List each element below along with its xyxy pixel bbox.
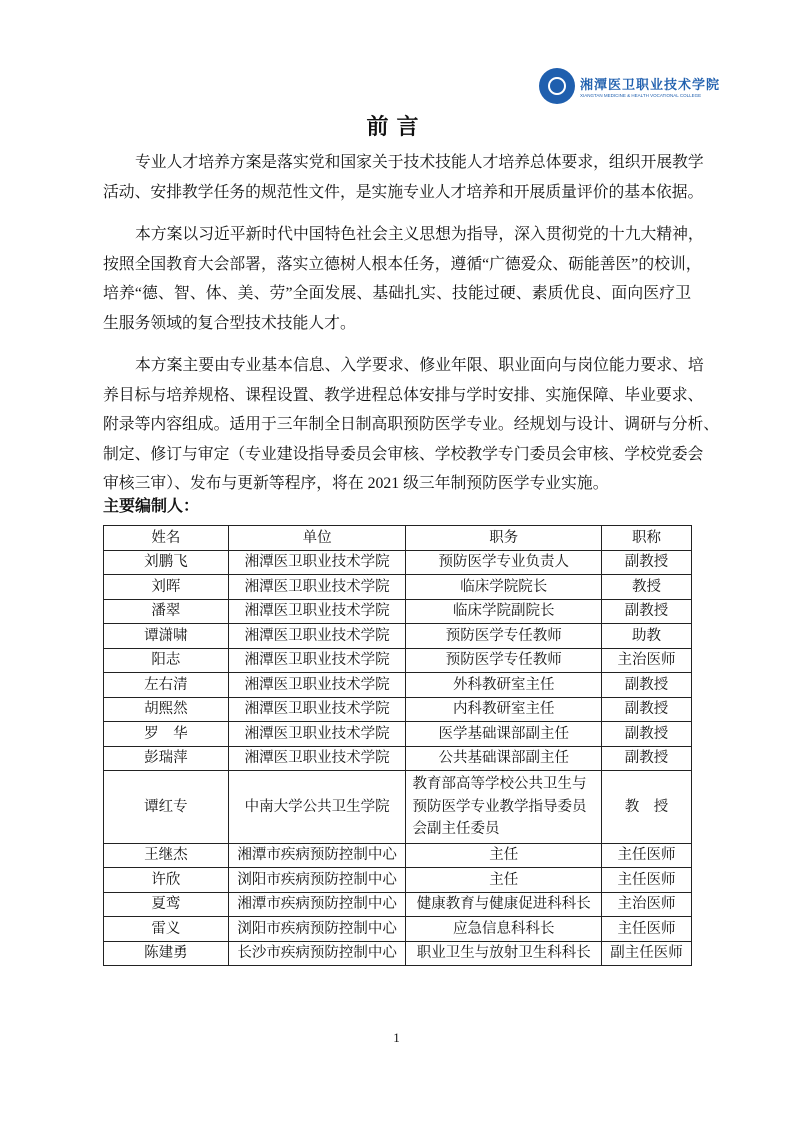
cell-title: 副教授 [602,722,692,747]
header-unit: 单位 [228,526,406,551]
cell-title: 教授 [602,575,692,600]
cell-unit: 湘潭医卫职业技术学院 [228,746,406,771]
cell-title: 助教 [602,624,692,649]
paragraph-line: 本方案主要由专业基本信息、入学要求、修业年限、职业面向与岗位能力要求、培 [135,357,704,374]
cell-name: 潘翠 [104,599,229,624]
paragraph-line: 专业人才培养方案是落实党和国家关于技术技能人才培养总体要求，组织开展教学 [135,154,704,171]
cell-title: 副教授 [602,550,692,575]
cell-name: 胡熙然 [104,697,229,722]
paragraph-line: 审核三审）、发布与更新等程序，将在 2021 级三年制预防医学专业实施。 [103,475,609,492]
paragraph [103,220,704,338]
table-row [104,892,692,917]
table-row [104,843,692,868]
cell-unit: 湘潭医卫职业技术学院 [228,550,406,575]
cell-unit: 浏阳市疾病预防控制中心 [228,917,406,942]
paragraph-line: 本方案以习近平新时代中国特色社会主义思想为指导，深入贯彻党的十九大精神， [135,226,704,243]
cell-unit: 湘潭医卫职业技术学院 [228,697,406,722]
cell-position: 内科教研室主任 [406,697,602,722]
cell-unit: 湘潭医卫职业技术学院 [228,624,406,649]
cell-position: 应急信息科科长 [406,917,602,942]
cell-name: 阳志 [104,648,229,673]
header-name: 姓名 [104,526,229,551]
cell-title: 主治医师 [602,892,692,917]
cell-title: 副主任医师 [602,941,692,966]
table-row [104,941,692,966]
table-row [104,648,692,673]
paragraph [103,148,704,207]
cell-title: 主任医师 [602,868,692,893]
cell-unit: 中南大学公共卫生学院 [228,771,406,844]
cell-title: 副教授 [602,697,692,722]
cell-unit: 湘潭医卫职业技术学院 [228,599,406,624]
page-number: 1 [393,1030,400,1045]
cell-position: 预防医学专业负责人 [406,550,602,575]
cell-name: 王继杰 [104,843,229,868]
cell-position: 临床学院院长 [406,575,602,600]
table-row [104,550,692,575]
cell-position: 临床学院副院长 [406,599,602,624]
preface-body [103,148,720,512]
cell-unit: 湘潭市疾病预防控制中心 [228,892,406,917]
logo-name-cn: 湘潭医卫职业技术学院 [580,77,721,92]
cell-name: 夏鸾 [104,892,229,917]
table-row [104,624,692,649]
paragraph-line: 养目标与培养规格、课程设置、教学进程总体安排与学时安排、实施保障、毕业要求、 [103,386,704,404]
table-row [104,599,692,624]
cell-position: 主任 [406,868,602,893]
cell-name: 刘鹏飞 [104,550,229,575]
cell-title: 副教授 [602,673,692,698]
college-logo [539,66,721,106]
cell-position: 教育部高等学校公共卫生与预防医学专业教学指导委员会副主任委员 [406,771,602,844]
cell-title: 副教授 [602,746,692,771]
college-emblem-icon [539,68,575,104]
cell-position: 主任 [406,843,602,868]
table-row [104,868,692,893]
table-row [104,697,692,722]
table-row [104,746,692,771]
cell-name: 彭瑞萍 [104,746,229,771]
cell-unit: 湘潭医卫职业技术学院 [228,722,406,747]
table-header-row [104,526,692,551]
table-row [104,673,692,698]
cell-name: 谭红专 [104,771,229,844]
paragraph-line: 附录等内容组成。适用于三年制全日制高职预防医学专业。经规划与设计、调研与分析、 [103,416,720,433]
cell-position: 职业卫生与放射卫生科科长 [406,941,602,966]
table-row [104,722,692,747]
header-position: 职务 [406,526,602,551]
cell-name: 陈建勇 [104,941,229,966]
cell-unit: 浏阳市疾病预防控制中心 [228,868,406,893]
editors-heading: 主要编制人： [103,496,200,515]
paragraph-line: 活动、安排教学任务的规范性文件，是实施专业人才培养和开展质量评价的基本依据。 [103,183,704,201]
cell-title: 主任医师 [602,843,692,868]
table-row [104,917,692,942]
header-title: 职称 [602,526,692,551]
paragraph [103,351,720,499]
logo-text [580,74,720,98]
cell-unit: 长沙市疾病预防控制中心 [228,941,406,966]
paragraph-line: 制定、修订与审定（专业建设指导委员会审核、学校教学专门委员会审核、学校党委会 [103,445,704,463]
logo-name-en: XIANGTAN MEDICINE & HEALTH VOCATIONAL COLLEGE [580,93,702,98]
cell-position: 外科教研室主任 [406,673,602,698]
page-title: 前言 [366,115,427,140]
cell-name: 雷义 [104,917,229,942]
table-row [104,771,692,844]
cell-title: 主任医师 [602,917,692,942]
paragraph-line: 培养“德、智、体、美、劳”全面发展、基础扎实、技能过硬、素质优良、面向医疗卫 [103,285,691,302]
cell-name: 罗 华 [104,722,229,747]
cell-position: 公共基础课部副主任 [406,746,602,771]
cell-position: 健康教育与健康促进科科长 [406,892,602,917]
cell-title: 主治医师 [602,648,692,673]
cell-name: 谭潇啸 [104,624,229,649]
cell-name: 刘晖 [104,575,229,600]
cell-position: 预防医学专任教师 [406,648,602,673]
cell-unit: 湘潭医卫职业技术学院 [228,575,406,600]
editors-table [103,525,692,966]
cell-position: 预防医学专任教师 [406,624,602,649]
cell-title: 副教授 [602,599,692,624]
cell-position: 医学基础课部副主任 [406,722,602,747]
cell-name: 许欣 [104,868,229,893]
cell-unit: 湘潭市疾病预防控制中心 [228,843,406,868]
paragraph-line: 生服务领域的复合型技术技能人才。 [103,314,356,332]
cell-unit: 湘潭医卫职业技术学院 [228,673,406,698]
paragraph-line: 按照全国教育大会部署，落实立德树人根本任务，遵循“广德爱众、砺能善医”的校训， [103,255,702,273]
table-row [104,575,692,600]
cell-name: 左右清 [104,673,229,698]
cell-unit: 湘潭医卫职业技术学院 [228,648,406,673]
cell-title: 教 授 [602,771,692,844]
